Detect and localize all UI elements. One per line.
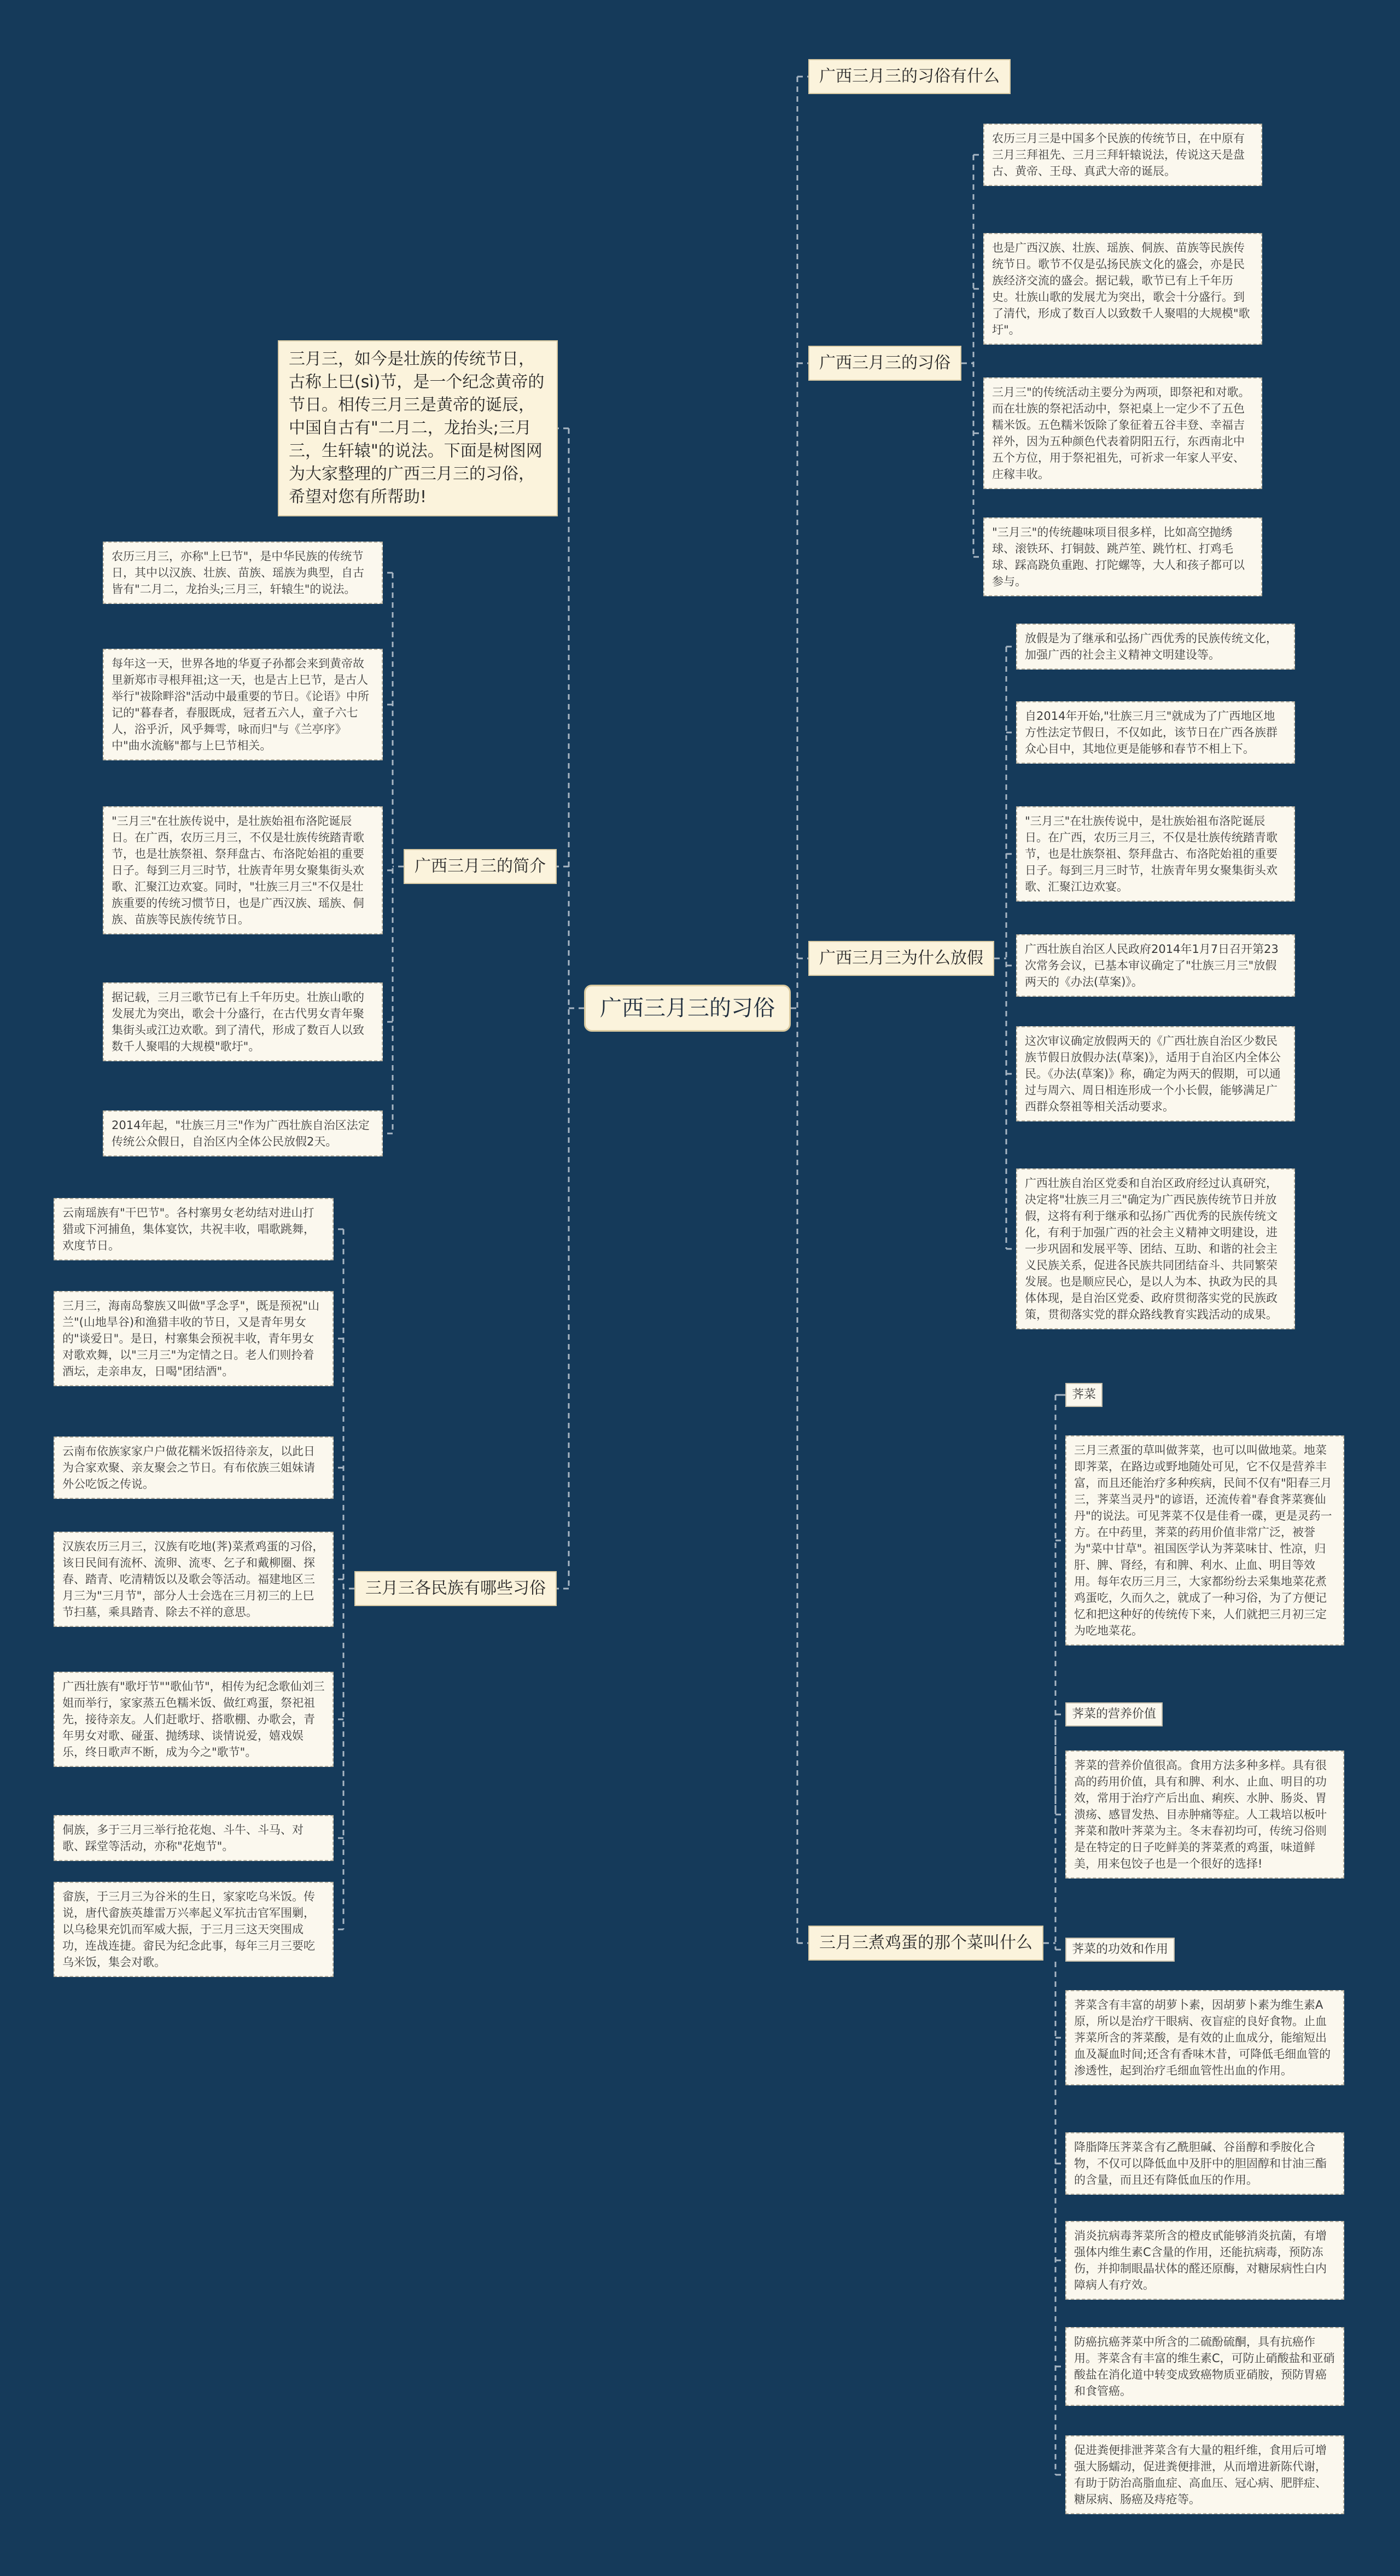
holiday-item: 这次审议确定放假两天的《广西壮族自治区少数民族节假日放假办法(草案)》，适用于自治区内全体公民。《办法(草案)》称，确定为两天的假期，可以通过与周六、周日相连形成一个小长假，能够满足广西群众祭祖等相关活动要求。 bbox=[1016, 1026, 1295, 1121]
ethnic-item: 侗族，多于三月三举行抢花炮、斗牛、斗马、对歌、踩堂等活动，亦称"花炮节"。 bbox=[54, 1815, 334, 1861]
vegetable-tag[interactable]: 荠菜的功效和作用 bbox=[1065, 1938, 1175, 1962]
ethnic-item: 畲族，于三月三为谷米的生日，家家吃乌米饭。传说，唐代畲族英雄雷万兴率起义军抗击官军围剿，以乌稔果充饥而军威大振，于三月三这天突围成功，连战连捷。畲民为纪念此事，每年三月三要吃乌米饭，集会对歌。 bbox=[54, 1882, 334, 1977]
holiday-item: "三月三"在壮族传说中，是壮族始祖布洛陀诞辰日。在广西，农历三月三，不仅是壮族传统踏青歌节，也是壮族祭祖、祭拜盘古、布洛陀始祖的重要日子。每到三月三时节，壮族青年男女聚集街头欢歌、汇聚江边欢宴。 bbox=[1016, 806, 1295, 902]
intro-item: 每年这一天，世界各地的华夏子孙都会来到黄帝故里新郑市寻根拜祖;这一天，也是古上巳节，是古人举行"祓除畔浴"活动中最重要的节日。《论语》中所记的"暮春者，春服既成，冠者五六人，童子六七人，浴乎沂，风乎舞雩，咏而归"与《兰亭序》中"曲水流觞"都与上巳节相关。 bbox=[103, 649, 383, 760]
vegetable-item: 荠菜含有丰富的胡萝卜素，因胡萝卜素为维生素A原，所以是治疗干眼病、夜盲症的良好食物。止血荠菜所含的荠菜酸，是有效的止血成分，能缩短出血及凝血时间;还含有香味木昔，可降低毛细血管的渗透性，起到治疗毛细血管性出血的作用。 bbox=[1065, 1990, 1344, 2085]
ethnic-item: 三月三，海南岛黎族又叫做"孚念孚"，既是预祝"山兰"(山地旱谷)和渔猎丰收的节日，又是青年男女的"谈爱日"。是日，村寨集会预祝丰收，青年男女对歌欢舞，以"三月三"为定情之日。老人们则拎着酒坛，走亲串友，日喝"团结酒"。 bbox=[54, 1291, 334, 1386]
branch-vegetable[interactable]: 三月三煮鸡蛋的那个菜叫什么 bbox=[808, 1926, 1043, 1961]
branch-intro[interactable]: 广西三月三的简介 bbox=[404, 849, 557, 884]
branch-ethnic[interactable]: 三月三各民族有哪些习俗 bbox=[354, 1571, 557, 1606]
intro-summary: 三月三，如今是壮族的传统节日，古称上巳(sì)节，是一个纪念黄帝的节日。相传三月三是黄帝的诞辰，中国自古有"二月二，龙抬头;三月三，生轩辕"的说法。下面是树图网为大家整理的广西三月三的习俗，希望对您有所帮助! bbox=[278, 340, 558, 516]
intro-item: 农历三月三，亦称"上巳节"，是中华民族的传统节日，其中以汉族、壮族、苗族、瑶族为典型，自古皆有"二月二，龙抬头;三月三，轩辕生"的说法。 bbox=[103, 542, 383, 604]
ethnic-item: 云南布依族家家户户做花糯米饭招待亲友，以此日为合家欢聚、亲友聚会之节日。有布依族三姐妹请外公吃饭之传说。 bbox=[54, 1437, 334, 1499]
vegetable-tag[interactable]: 荠菜 bbox=[1065, 1383, 1102, 1407]
vegetable-item: 三月三煮蛋的草叫做荠菜，也可以叫做地菜。地菜即荠菜，在路边或野地随处可见，它不仅是营养丰富，而且还能治疗多种疾病，民间不仅有"阳春三月三，荠菜当灵丹"的谚语，还流传着"春食荠菜赛仙丹"的说法。可见荠菜不仅是佳肴一碟，更是灵药一方。在中药里，荠菜的药用价值非常广泛，被誉为"菜中甘草"。祖国医学认为荠菜味甘、性凉，归肝、脾、肾经，有和脾、利水、止血、明目等效用。每年农历三月三，大家都纷纷去采集地菜花煮鸡蛋吃，久而久之，就成了一种习俗，为了方便记忆和把这种好的传统传下来，人们就把三月初三定为吃地菜花。 bbox=[1065, 1435, 1344, 1645]
habit-item: 农历三月三是中国多个民族的传统节日，在中原有三月三拜祖先、三月三拜轩辕说法，传说这天是盘古、黄帝、王母、真武大帝的诞辰。 bbox=[983, 124, 1262, 186]
holiday-item: 放假是为了继承和弘扬广西优秀的民族传统文化，加强广西的社会主义精神文明建设等。 bbox=[1016, 624, 1295, 670]
habit-item: 三月三"的传统活动主要分为两项，即祭祀和对歌。而在壮族的祭祀活动中，祭祀桌上一定少不了五色糯米饭。五色糯米饭除了象征着五谷丰登、幸福吉祥外，因为五种颜色代表着阴阳五行，东西南北中五个方位，用于祭祀祖先，可祈求一年家人平安、庄稼丰收。 bbox=[983, 377, 1262, 489]
holiday-item: 广西壮族自治区党委和自治区政府经过认真研究，决定将"壮族三月三"确定为广西民族传统节日并放假，这将有利于继承和弘扬广西优秀的民族传统文化，有利于加强广西的社会主义精神文明建设，进一步巩固和发展平等、团结、互助、和谐的社会主义民族关系，促进各民族共同团结奋斗、共同繁荣发展。也是顺应民心，是以人为本、执政为民的具体体现，是自治区党委、政府贯彻落实党的民族政策，贯彻落实党的群众路线教育实践活动的成果。 bbox=[1016, 1168, 1295, 1329]
vegetable-tag[interactable]: 荠菜的营养价值 bbox=[1065, 1702, 1163, 1726]
vegetable-item: 荠菜的营养价值很高。食用方法多种多样。具有很高的药用价值，具有和脾、利水、止血、明目的功效，常用于治疗产后出血、痢疾、水肿、肠炎、胃溃疡、感冒发热、目赤肿痛等症。人工栽培以板叶荠菜和散叶荠菜为主。冬末春初均可，传统习俗则是在特定的日子吃鲜美的荠菜煮的鸡蛋，味道鲜美，用来包饺子也是一个很好的选择! bbox=[1065, 1751, 1344, 1879]
vegetable-item: 消炎抗病毒荠菜所含的橙皮甙能够消炎抗菌，有增强体内维生素C含量的作用，还能抗病毒，预防冻伤，并抑制眼晶状体的醛还原酶，对糖尿病性白内障病人有疗效。 bbox=[1065, 2221, 1344, 2300]
vegetable-item: 降脂降压荠菜含有乙酰胆碱、谷甾醇和季胺化合物，不仅可以降低血中及肝中的胆固醇和甘油三酯的含量，而且还有降低血压的作用。 bbox=[1065, 2132, 1344, 2195]
branch-customs[interactable]: 广西三月三的习俗有什么 bbox=[808, 59, 1011, 94]
ethnic-item: 广西壮族有"歌圩节""歌仙节"，相传为纪念歌仙刘三姐而举行，家家蒸五色糯米饭、做红鸡蛋，祭祀祖先，接待亲友。人们赶歌圩、搭歌棚、办歌会，青年男女对歌、碰蛋、抛绣球、谈情说爱，嬉戏娱乐，终日歌声不断，成为今之"歌节"。 bbox=[54, 1672, 334, 1767]
root-topic[interactable]: 广西三月三的习俗 bbox=[584, 985, 791, 1032]
habit-item: 也是广西汉族、壮族、瑶族、侗族、苗族等民族传统节日。歌节不仅是弘扬民族文化的盛会，亦是民族经济交流的盛会。据记载，歌节已有上千年历史。壮族山歌的发展尤为突出，歌会十分盛行。到了清代，形成了数百人以致数千人聚唱的大规模"歌圩"。 bbox=[983, 233, 1262, 345]
intro-item: "三月三"在壮族传说中，是壮族始祖布洛陀诞辰日。在广西，农历三月三，不仅是壮族传统踏青歌节，也是壮族祭祖、祭拜盘古、布洛陀始祖的重要日子。每到三月三时节，壮族青年男女聚集街头欢歌、汇聚江边欢宴。同时，"壮族三月三"不仅是壮族重要的传统习惯节日，也是广西汉族、瑶族、侗族、苗族等民族传统节日。 bbox=[103, 806, 383, 934]
ethnic-item: 云南瑶族有"干巴节"。各村寨男女老幼结对进山打猎或下河捕鱼，集体宴饮，共祝丰收，唱歌跳舞，欢度节日。 bbox=[54, 1198, 334, 1260]
branch-habits[interactable]: 广西三月三的习俗 bbox=[808, 346, 961, 381]
vegetable-item: 防癌抗癌荠菜中所含的二硫酚硫酮，具有抗癌作用。荠菜含有丰富的维生素C，可防止硝酸盐和亚硝酸盐在消化道中转变成致癌物质亚硝胺，预防胃癌和食管癌。 bbox=[1065, 2327, 1344, 2406]
intro-item: 据记载，三月三歌节已有上千年历史。壮族山歌的发展尤为突出，歌会十分盛行，在古代男女青年聚集街头或江边欢歌。到了清代，形成了数百人以致数千人聚唱的大规模"歌圩"。 bbox=[103, 982, 383, 1061]
branch-holiday[interactable]: 广西三月三为什么放假 bbox=[808, 941, 994, 976]
holiday-item: 广西壮族自治区人民政府2014年1月7日召开第23次常务会议，已基本审议确定了"壮族三月三"放假两天的《办法(草案)》。 bbox=[1016, 934, 1295, 997]
habit-item: "三月三"的传统趣味项目很多样，比如高空抛绣球、滚铁环、打铜鼓、跳芦笙、跳竹杠、打鸡毛球、踩高跷负重跑、打陀螺等，大人和孩子都可以参与。 bbox=[983, 517, 1262, 596]
intro-item: 2014年起，"壮族三月三"作为广西壮族自治区法定传统公众假日，自治区内全体公民放假2天。 bbox=[103, 1110, 383, 1156]
vegetable-item: 促进粪便排泄荠菜含有大量的粗纤维，食用后可增强大肠蠕动，促进粪便排泄，从而增进新陈代谢，有助于防治高脂血症、高血压、冠心病、肥胖症、糖尿病、肠癌及痔疮等。 bbox=[1065, 2435, 1344, 2514]
ethnic-item: 汉族农历三月三，汉族有吃地(荠)菜煮鸡蛋的习俗，该日民间有流杯、流卵、流枣、乞子和戴柳圈、探春、踏青、吃清精饭以及歌会等活动。福建地区三月三为"三月节"，部分人士会选在三月初三的上巳节扫墓，乘具踏青、除去不祥的意思。 bbox=[54, 1532, 334, 1627]
holiday-item: 自2014年开始,"壮族三月三"就成为了广西地区地方性法定节假日，不仅如此，该节日在广西各族群众心目中，其地位更是能够和春节不相上下。 bbox=[1016, 701, 1295, 764]
